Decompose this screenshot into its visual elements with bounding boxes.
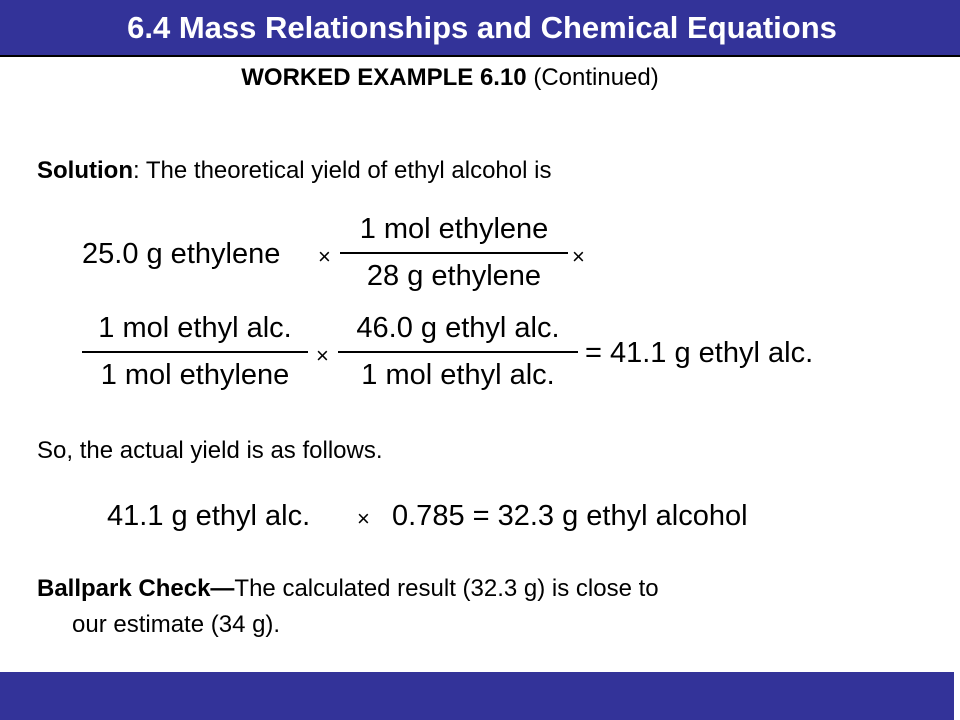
eq1-result: = 41.1 g ethyl alc. (585, 337, 814, 369)
worked-example-heading (0, 64, 900, 92)
title-banner (0, 0, 960, 55)
worked-example-label: WORKED EXAMPLE 6.10 (241, 64, 527, 91)
footer-edge (954, 672, 960, 720)
ballpark-label: Ballpark Check— (37, 575, 235, 602)
eq1-f1-numerator: 1 mol ethylene (359, 213, 549, 245)
eq1-f3-numerator: 46.0 g ethyl alc. (356, 312, 560, 344)
eq2-left: 41.1 g ethyl alc. (107, 500, 311, 532)
footer-bar (0, 672, 960, 720)
eq2-times: × (357, 506, 370, 531)
eq1-times-3: × (316, 343, 329, 368)
eq1-times-1: × (318, 244, 331, 269)
eq1-f2-numerator: 1 mol ethyl alc. (98, 312, 292, 344)
eq1-times-2: × (572, 244, 585, 269)
eq1-f2-denominator: 1 mol ethylene (100, 359, 290, 391)
eq1-f1-denominator: 28 g ethylene (366, 260, 542, 292)
eq1-f3-denominator: 1 mol ethyl alc. (361, 359, 555, 391)
ballpark-text-1: The calculated result (32.3 g) is close to (234, 575, 659, 602)
solution-label: Solution (37, 157, 133, 184)
continued-label: (Continued) (526, 64, 659, 91)
ballpark-line-1 (37, 575, 659, 603)
page-title: 6.4 Mass Relationships and Chemical Equations (127, 9, 837, 45)
actual-yield-line: So, the actual yield is as follows. (37, 437, 383, 464)
eq1-fraction-1 (340, 213, 568, 293)
solution-line (37, 157, 551, 185)
eq2-right: 0.785 = 32.3 g ethyl alcohol (392, 500, 748, 532)
banner-divider (0, 55, 960, 57)
eq1-fraction-3 (338, 312, 578, 392)
ballpark-line-2: our estimate (34 g). (72, 611, 281, 638)
solution-text: : The theoretical yield of ethyl alcohol is (132, 157, 552, 184)
eq1-fraction-2 (82, 312, 308, 392)
eq1-lead-term: 25.0 g ethylene (82, 238, 281, 270)
